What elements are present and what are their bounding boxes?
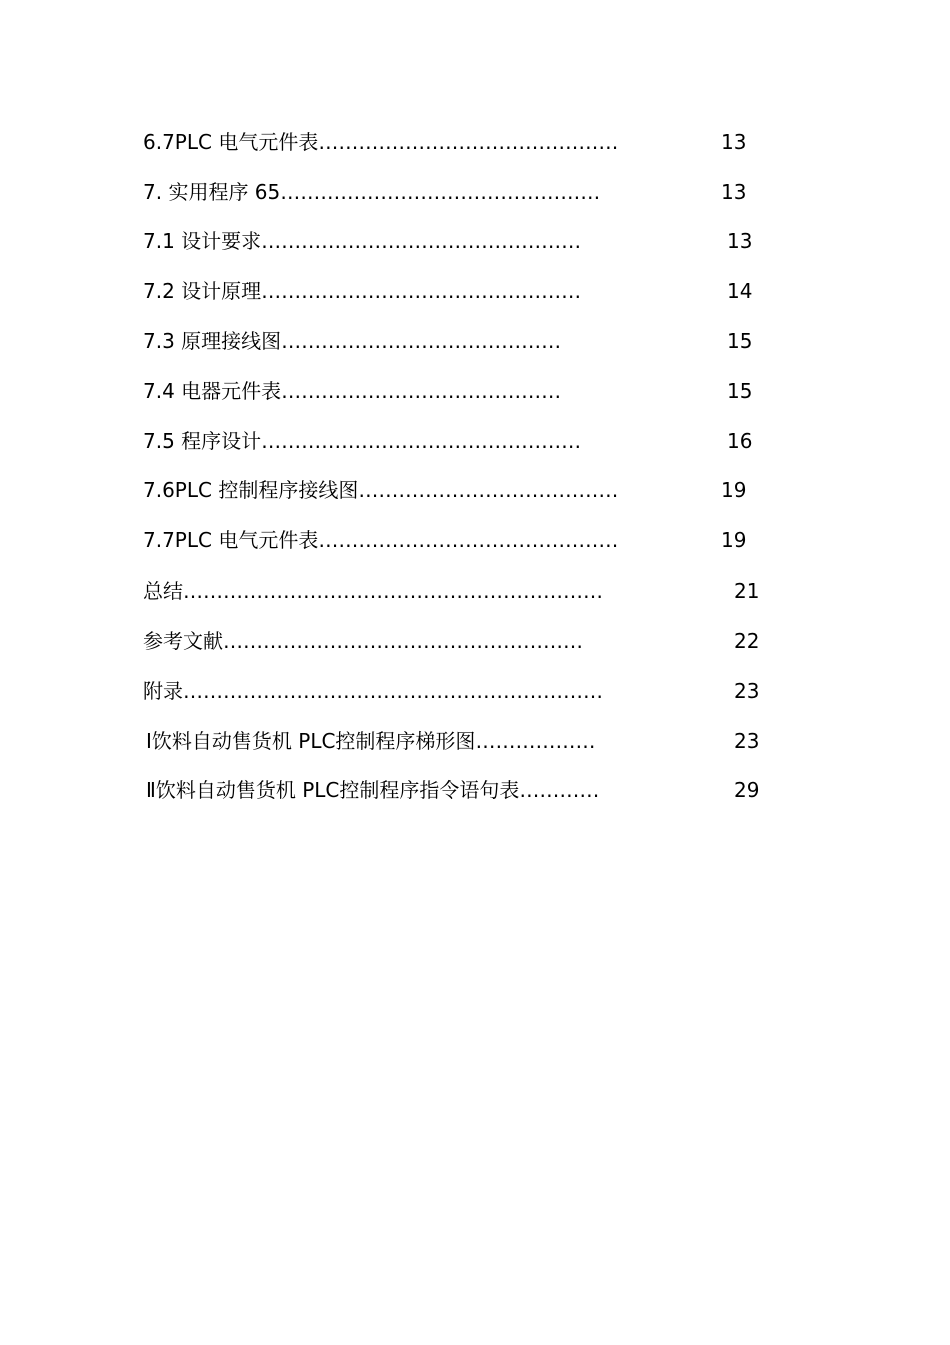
- toc-entry-title: 总结: [143, 579, 183, 603]
- toc-entry-7-4[interactable]: [143, 376, 561, 406]
- toc-entry-summary[interactable]: [143, 576, 603, 606]
- dot-leader: …………………………………………: [261, 279, 582, 303]
- dot-leader: ………………………………………………………: [183, 579, 603, 603]
- toc-page-number: 19: [721, 528, 747, 552]
- dot-leader: ……………………………………: [281, 329, 562, 353]
- toc-entry-7-5[interactable]: [143, 426, 581, 456]
- toc-entry-title: 7. 实用程序 65: [143, 180, 281, 204]
- dot-leader: ………………………………………: [318, 130, 619, 154]
- toc-page-number: 15: [727, 379, 753, 403]
- toc-page-number: 16: [727, 429, 753, 453]
- dot-leader: …………………………………………: [261, 229, 582, 253]
- toc-entry-title: 7.2 设计原理: [143, 279, 262, 303]
- dot-leader: …………………………………: [358, 478, 619, 502]
- dot-leader: ………………………………………………………: [183, 679, 603, 703]
- dot-leader: …………………………………………: [261, 429, 582, 453]
- toc-entry-7-2[interactable]: [143, 276, 581, 306]
- toc-entry-title: 7.1 设计要求: [143, 229, 262, 253]
- toc-entry-title: Ⅰ饮料自动售货机 PLC控制程序梯形图: [146, 729, 476, 753]
- toc-entry-7-7[interactable]: [143, 525, 618, 555]
- dot-leader: ………………………………………………: [223, 629, 583, 653]
- toc-page-number: 13: [721, 130, 747, 154]
- toc-entry-title: 7.5 程序设计: [143, 429, 262, 453]
- dot-leader: …………………………………………: [280, 180, 601, 204]
- dot-leader: ………………: [475, 729, 596, 753]
- dot-leader: ………………………………………: [318, 528, 619, 552]
- toc-page-number: 23: [734, 679, 760, 703]
- toc-entry-appendix-2[interactable]: [146, 775, 599, 805]
- toc-entry-title: 参考文献: [143, 629, 223, 653]
- toc-entry-7-6[interactable]: [143, 475, 618, 505]
- toc-entry-title: Ⅱ饮料自动售货机 PLC控制程序指令语句表: [146, 778, 520, 802]
- toc-page-number: 14: [727, 279, 753, 303]
- toc-page-number: 13: [727, 229, 753, 253]
- toc-entry-appendix-1[interactable]: [146, 726, 595, 756]
- toc-entry-title: 7.6PLC 控制程序接线图: [143, 478, 359, 502]
- toc-page-number: 21: [734, 579, 760, 603]
- toc-page-number: 13: [721, 180, 747, 204]
- toc-entry-title: 附录: [143, 679, 183, 703]
- toc-entry-title: 6.7PLC 电气元件表: [143, 130, 319, 154]
- toc-page-number: 29: [734, 778, 760, 802]
- dot-leader: ……………………………………: [281, 379, 562, 403]
- toc-entry-title: 7.3 原理接线图: [143, 329, 282, 353]
- dot-leader: …………: [519, 778, 600, 802]
- toc-page-number: 23: [734, 729, 760, 753]
- toc-page-number: 19: [721, 478, 747, 502]
- toc-entry-references[interactable]: [143, 626, 583, 656]
- toc-entry-7-3[interactable]: [143, 326, 561, 356]
- toc-entry-title: 7.7PLC 电气元件表: [143, 528, 319, 552]
- toc-entry-6-7[interactable]: [143, 127, 618, 157]
- toc-page-number: 22: [734, 629, 760, 653]
- toc-entry-appendix[interactable]: [143, 676, 603, 706]
- toc-entry-7[interactable]: [143, 177, 600, 207]
- toc-page-number: 15: [727, 329, 753, 353]
- toc-entry-title: 7.4 电器元件表: [143, 379, 282, 403]
- toc-entry-7-1[interactable]: [143, 226, 581, 256]
